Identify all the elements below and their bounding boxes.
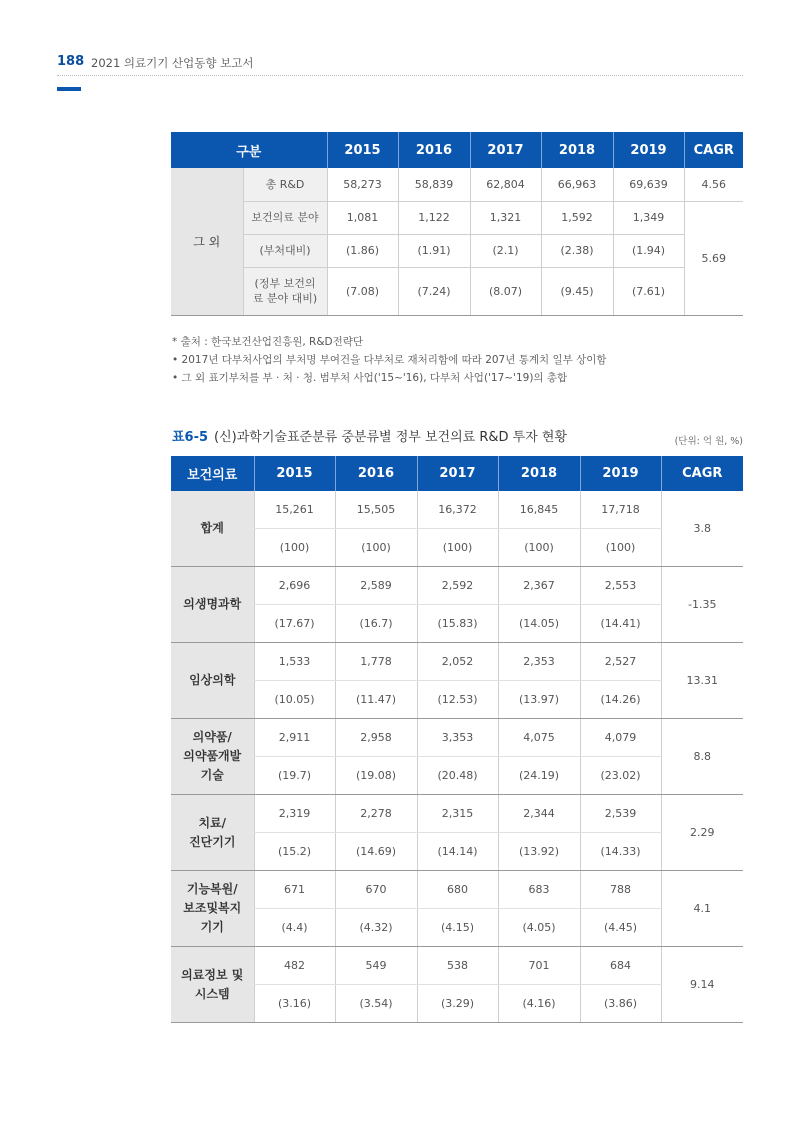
ratio-cell: (14.14) [417, 833, 498, 871]
header-cell: 보건의료 [171, 456, 254, 491]
ratio-cell: (19.08) [335, 757, 417, 795]
value-cell: 2,367 [498, 567, 580, 605]
ratio-cell: (3.29) [417, 985, 498, 1023]
ratio-cell: (16.7) [335, 605, 417, 643]
value-cell: 2,958 [335, 719, 417, 757]
table-caption [172, 426, 567, 445]
classification-investment-table [171, 456, 743, 1023]
ratio-cell: (100) [335, 529, 417, 567]
category-label [171, 871, 254, 947]
table-row [171, 795, 743, 833]
value-cell: 4,079 [580, 719, 661, 757]
cagr-cell: 13.31 [661, 643, 743, 719]
header-cell: 2019 [580, 456, 661, 491]
cagr-cell: -1.35 [661, 567, 743, 643]
value-cell: 683 [498, 871, 580, 909]
table-cell: (1.91) [398, 234, 470, 267]
table-cell: (9.45) [541, 267, 613, 315]
category-label [171, 491, 254, 567]
category-label [171, 643, 254, 719]
value-cell: 2,353 [498, 643, 580, 681]
running-title: 2021 의료기기 산업동향 보고서 [91, 56, 254, 70]
table-row [171, 491, 743, 529]
ratio-cell: (4.45) [580, 909, 661, 947]
row-label [243, 267, 327, 315]
header-cell: CAGR [661, 456, 743, 491]
ratio-cell: (3.16) [254, 985, 335, 1023]
category-label-line: 기술 [200, 768, 224, 782]
ratio-cell: (19.7) [254, 757, 335, 795]
ratio-cell: (11.47) [335, 681, 417, 719]
ratio-cell: (4.4) [254, 909, 335, 947]
table-cell: (7.61) [613, 267, 684, 315]
category-label-line: 합계 [200, 521, 224, 535]
header-cell: 2016 [398, 132, 470, 168]
table-notes [172, 333, 607, 387]
table-cell: (2.1) [470, 234, 541, 267]
value-cell: 2,592 [417, 567, 498, 605]
table-cell: 58,273 [327, 168, 398, 201]
table-cell: 58,839 [398, 168, 470, 201]
category-label-line: 기기 [200, 920, 224, 934]
category-label-line: 기능복원/ [186, 882, 238, 896]
ratio-cell: (14.69) [335, 833, 417, 871]
ratio-cell: (100) [417, 529, 498, 567]
ratio-cell: (15.83) [417, 605, 498, 643]
table-row [171, 719, 743, 757]
table-cell: (1.86) [327, 234, 398, 267]
value-cell: 2,527 [580, 643, 661, 681]
value-cell: 2,553 [580, 567, 661, 605]
ratio-cell: (13.97) [498, 681, 580, 719]
ratio-cell: (14.33) [580, 833, 661, 871]
value-cell: 2,696 [254, 567, 335, 605]
ratio-cell: (23.02) [580, 757, 661, 795]
table-cell: 1,321 [470, 201, 541, 234]
value-cell: 1,778 [335, 643, 417, 681]
category-label-line: 시스템 [194, 986, 230, 1001]
table-cell: 66,963 [541, 168, 613, 201]
header-cell: 2015 [327, 132, 398, 168]
ratio-cell: (14.26) [580, 681, 661, 719]
table-number: 표6-5 [172, 430, 209, 445]
value-cell: 15,261 [254, 491, 335, 529]
value-cell: 2,315 [417, 795, 498, 833]
category-label [171, 947, 254, 1023]
category-label [171, 795, 254, 871]
table-cell: 1,081 [327, 201, 398, 234]
category-label-line: 의약품개발 [183, 749, 242, 763]
table-row [171, 201, 743, 234]
value-cell: 680 [417, 871, 498, 909]
value-cell: 482 [254, 947, 335, 985]
header-cell: 2019 [613, 132, 684, 168]
table-header-row [171, 132, 743, 168]
cagr-cell: 5.69 [684, 201, 743, 315]
table-row [171, 909, 743, 947]
ratio-cell: (3.86) [580, 985, 661, 1023]
cagr-cell: 8.8 [661, 719, 743, 795]
header-cell: 2016 [335, 456, 417, 491]
table-cell: (8.07) [470, 267, 541, 315]
value-cell: 684 [580, 947, 661, 985]
ratio-cell: (4.16) [498, 985, 580, 1023]
cagr-cell: 4.1 [661, 871, 743, 947]
value-cell: 2,344 [498, 795, 580, 833]
cagr-cell: 3.8 [661, 491, 743, 567]
value-cell: 2,278 [335, 795, 417, 833]
table-row [171, 529, 743, 567]
ratio-cell: (20.48) [417, 757, 498, 795]
footnote: • 그 외 표기부처를 부 · 처 · 청. 범부처 사업('15~'16), 다부처 사업('17~'19)의 총합 [172, 372, 568, 384]
value-cell: 16,372 [417, 491, 498, 529]
value-cell: 788 [580, 871, 661, 909]
ratio-cell: (12.53) [417, 681, 498, 719]
table-row [171, 871, 743, 909]
category-label-line: 치료/ [198, 815, 227, 830]
cagr-cell: 4.56 [684, 168, 743, 201]
table-row [171, 985, 743, 1023]
table-title: (신)과학기술표준분류 중분류별 정부 보건의료 R&D 투자 현황 [214, 430, 567, 445]
table-row [171, 681, 743, 719]
header-cell: 2017 [470, 132, 541, 168]
header-cell: 2018 [498, 456, 580, 491]
value-cell: 2,539 [580, 795, 661, 833]
value-cell: 2,911 [254, 719, 335, 757]
header-cell: 2017 [417, 456, 498, 491]
value-cell: 4,075 [498, 719, 580, 757]
ratio-cell: (14.05) [498, 605, 580, 643]
row-label: 보건의료 분야 [243, 201, 327, 234]
table-cell: (1.94) [613, 234, 684, 267]
value-cell: 2,052 [417, 643, 498, 681]
header-divider [57, 75, 743, 76]
table-row [171, 267, 743, 315]
ratio-cell: (17.67) [254, 605, 335, 643]
ratio-cell: (100) [580, 529, 661, 567]
value-cell: 671 [254, 871, 335, 909]
table-cell: 1,349 [613, 201, 684, 234]
page-number: 188 [57, 54, 85, 69]
source-note: * 출처 : 한국보건산업진흥원, R&D전략단 [172, 336, 364, 348]
ratio-cell: (4.32) [335, 909, 417, 947]
value-cell: 17,718 [580, 491, 661, 529]
value-cell: 3,353 [417, 719, 498, 757]
ratio-cell: (4.15) [417, 909, 498, 947]
value-cell: 538 [417, 947, 498, 985]
unit-label: (단위: 억 원, %) [674, 436, 743, 447]
value-cell: 1,533 [254, 643, 335, 681]
table-cell: 62,804 [470, 168, 541, 201]
row-label-line: 료 분야 대비) [252, 292, 318, 305]
table-header-row [171, 456, 743, 491]
ratio-cell: (100) [498, 529, 580, 567]
header-accent-bar [57, 87, 81, 91]
value-cell: 16,845 [498, 491, 580, 529]
table-row [171, 168, 743, 201]
table-row [171, 643, 743, 681]
category-label-line: 보조및복지 [183, 901, 242, 915]
table-row [171, 567, 743, 605]
table-row [171, 757, 743, 795]
value-cell: 701 [498, 947, 580, 985]
category-label-line: 의약품/ [192, 730, 232, 744]
table-cell: 1,122 [398, 201, 470, 234]
row-label-line: (정부 보건의 [254, 277, 316, 290]
footnote: • 2017년 다부처사업의 부처명 부여건을 다부처로 재처리함에 따라 207년 통계치 일부 상이함 [172, 354, 607, 366]
ratio-cell: (100) [254, 529, 335, 567]
value-cell: 549 [335, 947, 417, 985]
category-label-line: 임상의학 [189, 673, 236, 687]
table-cell: (7.08) [327, 267, 398, 315]
group-label: 그 외 [171, 168, 243, 315]
value-cell: 670 [335, 871, 417, 909]
category-label-line: 진단기기 [189, 834, 236, 849]
ratio-cell: (3.54) [335, 985, 417, 1023]
value-cell: 15,505 [335, 491, 417, 529]
table-row [171, 947, 743, 985]
table-cell: 69,639 [613, 168, 684, 201]
table-cell: (2.38) [541, 234, 613, 267]
value-cell: 2,589 [335, 567, 417, 605]
table-row [171, 833, 743, 871]
ratio-cell: (4.05) [498, 909, 580, 947]
category-label-line: 의생명과학 [183, 597, 242, 611]
category-label [171, 567, 254, 643]
ratio-cell: (15.2) [254, 833, 335, 871]
cagr-cell: 2.29 [661, 795, 743, 871]
header-cell: 2015 [254, 456, 335, 491]
row-label: (부처대비) [243, 234, 327, 267]
header-cell: 2018 [541, 132, 613, 168]
rd-summary-table [171, 132, 743, 316]
cagr-cell: 9.14 [661, 947, 743, 1023]
ratio-cell: (13.92) [498, 833, 580, 871]
page-header [57, 52, 743, 78]
table-row [171, 234, 743, 267]
ratio-cell: (14.41) [580, 605, 661, 643]
ratio-cell: (24.19) [498, 757, 580, 795]
header-cell: CAGR [684, 132, 743, 168]
value-cell: 2,319 [254, 795, 335, 833]
category-label-line: 의료정보 및 [181, 967, 244, 982]
header-cell: 구분 [171, 132, 327, 168]
table-cell: (7.24) [398, 267, 470, 315]
ratio-cell: (10.05) [254, 681, 335, 719]
table-row [171, 605, 743, 643]
row-label: 총 R&D [243, 168, 327, 201]
category-label [171, 719, 254, 795]
table-cell: 1,592 [541, 201, 613, 234]
